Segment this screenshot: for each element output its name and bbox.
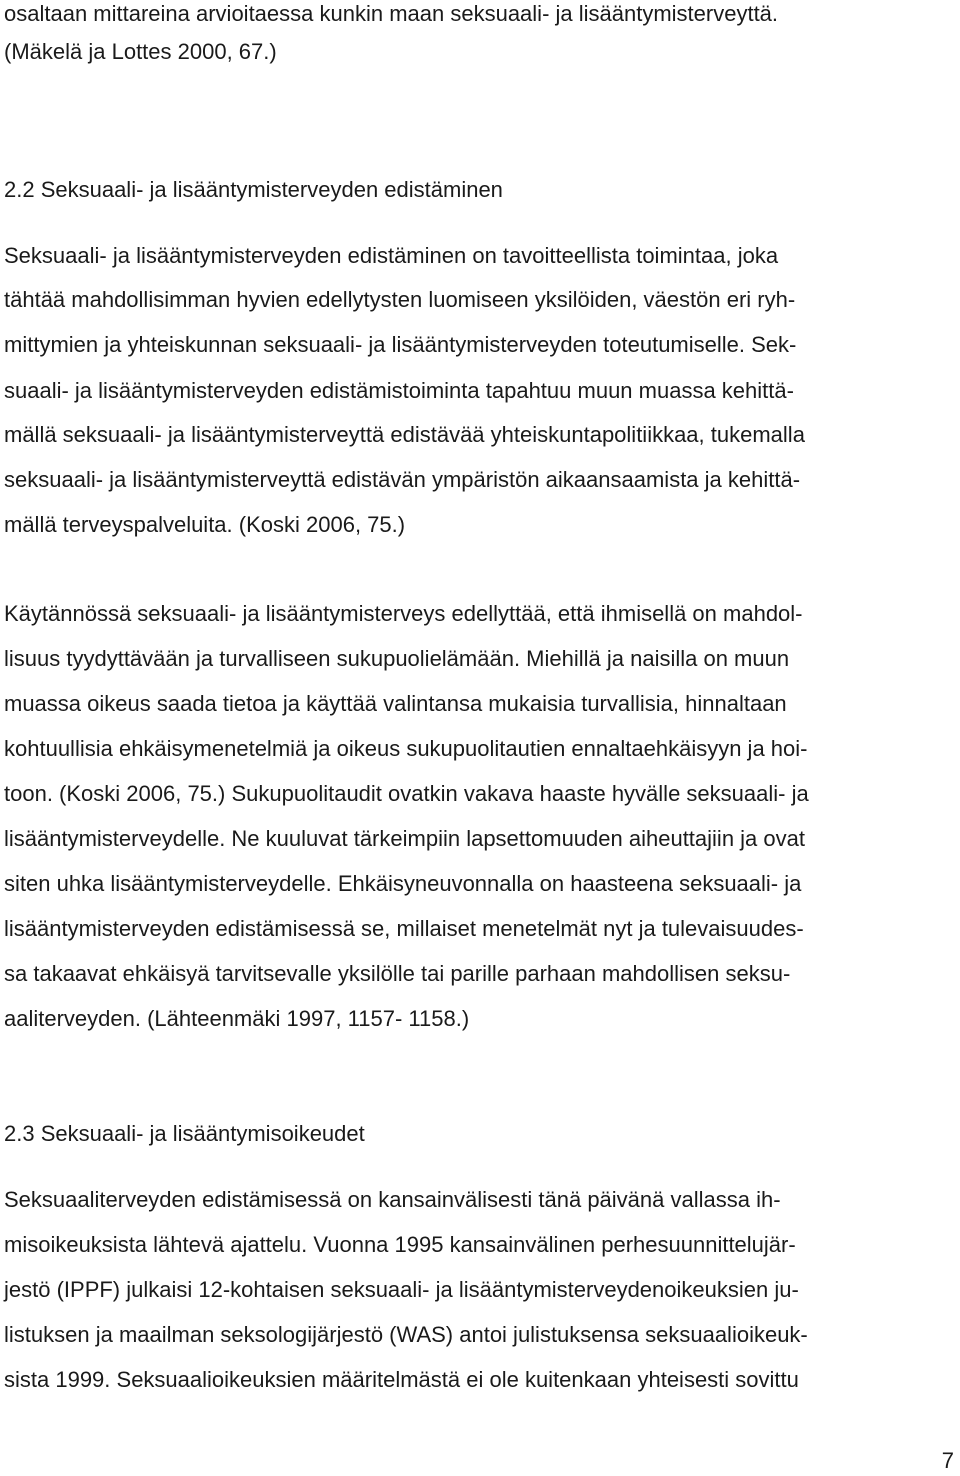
body-text-line: (Mäkelä ja Lottes 2000, 67.) [4,39,277,64]
body-text-line: misoikeuksista lähtevä ajattelu. Vuonna 1995 kansainvälinen perhesuunnittelujär- [4,1232,796,1257]
body-text-line: suaali- ja lisääntymisterveyden edistämistoiminta tapahtuu muun muassa kehittä- [4,378,794,403]
body-text-line: mittymien ja yhteiskunnan seksuaali- ja lisääntymisterveyden toteutumiselle. Sek- [4,332,797,357]
body-text-line: osaltaan mittareina arvioitaessa kunkin maan seksuaali- ja lisääntymisterveyttä. [4,1,779,26]
body-text-line: aaliterveyden. (Lähteenmäki 1997, 1157- 1158.) [4,1006,470,1031]
body-text-line: siten uhka lisääntymisterveydelle. Ehkäisyneuvonnalla on haasteena seksuaali- ja [4,871,802,896]
body-text-line: Seksuaaliterveyden edistämisessä on kansainvälisesti tänä päivänä vallassa ih- [4,1187,781,1212]
body-text-line: listuksen ja maailman seksologijärjestö (WAS) antoi julistuksensa seksuaalioikeuk- [4,1322,808,1347]
page-number: 7 [941,1448,954,1473]
body-text-line: muassa oikeus saada tietoa ja käyttää valintansa mukaisia turvallisia, hinnaltaan [4,691,787,716]
body-text-line: jestö (IPPF) julkaisi 12-kohtaisen seksuaali- ja lisääntymisterveydenoikeuksien ju- [4,1277,799,1302]
body-text-line: Seksuaali- ja lisääntymisterveyden edistäminen on tavoitteellista toimintaa, joka [4,243,779,268]
body-text-line: lisääntymisterveydelle. Ne kuuluvat tärkeimpiin lapsettomuuden aiheuttajiin ja ovat [4,826,805,851]
section-heading-2-2: 2.2 Seksuaali- ja lisääntymisterveyden edistäminen [4,177,503,202]
body-text-line: sa takaavat ehkäisyä tarvitsevalle yksilölle tai parille parhaan mahdollisen seksu- [4,961,791,986]
section-heading-2-3: 2.3 Seksuaali- ja lisääntymisoikeudet [4,1121,365,1146]
body-text-line: lisääntymisterveyden edistämisessä se, millaiset menetelmät nyt ja tulevaisuudes- [4,916,804,941]
body-text-line: kohtuullisia ehkäisymenetelmiä ja oikeus sukupuolitautien ennaltaehkäisyyn ja hoi- [4,736,808,761]
body-text-line: seksuaali- ja lisääntymisterveyttä edistävän ympäristön aikaansaamista ja kehittä- [4,467,801,492]
body-text-line: Käytännössä seksuaali- ja lisääntymisterveys edellyttää, että ihmisellä on mahdol- [4,601,803,626]
body-text-line: lisuus tyydyttävään ja turvalliseen sukupuolielämään. Miehillä ja naisilla on muun [4,646,790,671]
body-text-line: sista 1999. Seksuaalioikeuksien määritelmästä ei ole kuitenkaan yhteisesti sovittu [4,1367,799,1392]
body-text-line: toon. (Koski 2006, 75.) Sukupuolitaudit ovatkin vakava haaste hyvälle seksuaali- ja [4,781,809,806]
body-text-line: mällä terveyspalveluita. (Koski 2006, 75.) [4,512,406,537]
body-text-line: tähtää mahdollisimman hyvien edellytysten luomiseen yksilöiden, väestön eri ryh- [4,287,796,312]
body-text-line: mällä seksuaali- ja lisääntymisterveyttä edistävää yhteiskuntapolitiikkaa, tukemalla [4,422,805,447]
